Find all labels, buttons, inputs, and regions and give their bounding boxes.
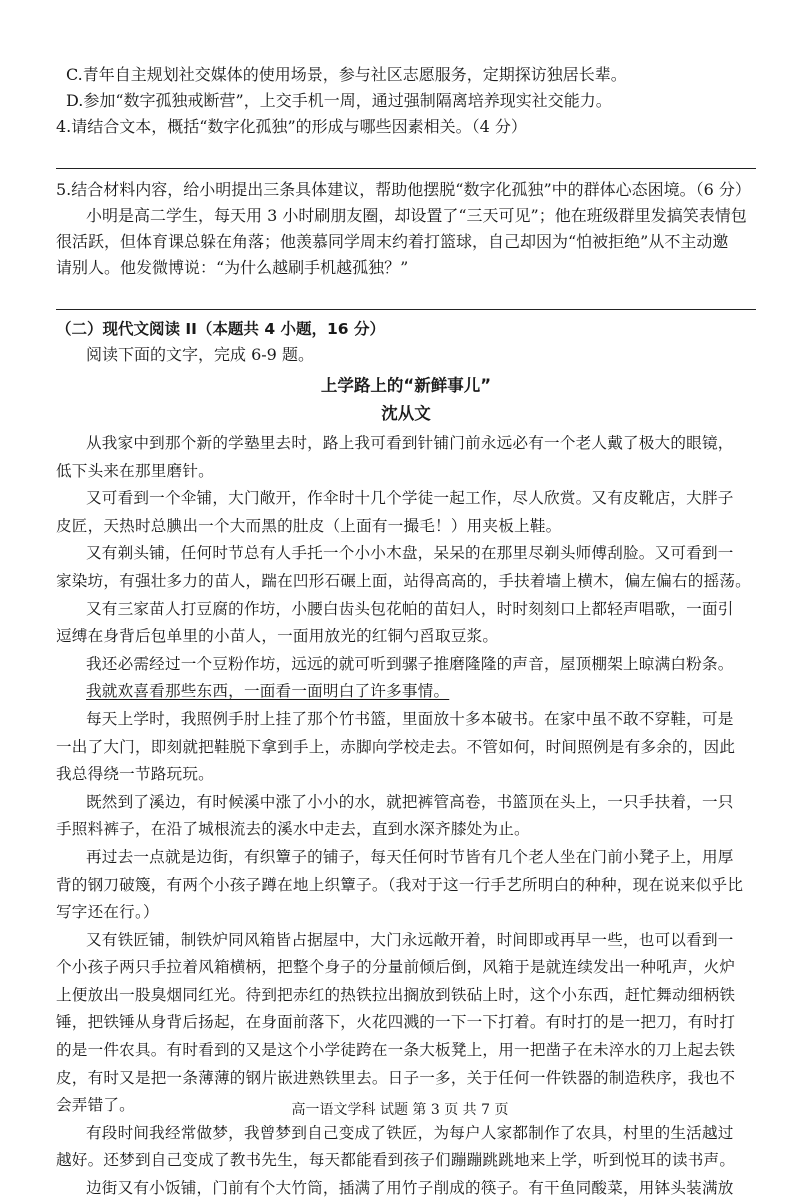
divider-line xyxy=(56,168,756,169)
option-c: C.青年自主规划社交媒体的使用场景，参与社区志愿服务，定期探访独居长辈。 xyxy=(66,65,627,84)
article-body xyxy=(56,430,756,1203)
article-line: 手照料裤子，在沿了城根流去的溪水中走去，直到水深齐膝处为止。 xyxy=(56,820,530,839)
underlined-text: 我就欢喜看那些东西，一面看一面明白了许多事情。 xyxy=(86,682,450,701)
page-footer: 高一语文学科 试题 第 3 页 共 7 页 xyxy=(291,1102,509,1118)
article-line: 边街又有小饭铺，门前有个大竹筒，插满了用竹子削成的筷子。有干鱼同酸菜，用钵头装满放 xyxy=(86,1179,734,1198)
article-line: 又有铁匠铺，制铁炉同风箱皆占据屋中，大门永远敞开着，时间即或再早一些，也可以看到一 xyxy=(86,930,734,949)
article-line: 锤，把铁锤从身背后扬起，在身面前落下，火花四溅的一下一下打着。有时打的是一把刀，有时打 xyxy=(56,1013,736,1032)
article-line: 上便放出一股臭烟同红光。待到把赤红的热铁拉出搁放到铁砧上时，这个小东西，赶忙舞动细柄铁 xyxy=(56,985,736,1004)
article-line: 又有剃头铺，任何时节总有人手托一个小小木盘，呆呆的在那里尽剃头师傅刮脸。又可看到一 xyxy=(86,544,734,563)
article-line: 的是一件农具。有时看到的又是这个小学徒跨在一条大板凳上，用一把凿子在未淬水的刀上起去铁 xyxy=(56,1041,736,1060)
article-line: 背的钢刀破篾，有两个小孩子蹲在地上织簟子。（我对于这一行手艺所明白的种种，现在说来似乎比 xyxy=(56,875,744,894)
article-line: 又可看到一个伞铺，大门敞开，作伞时十几个学徒一起工作，尽人欣赏。又有皮靴店，大胖子 xyxy=(86,489,734,508)
article-line: 越好。还梦到自己变成了教书先生，每天都能看到孩子们蹦蹦跳跳地来上学，听到悦耳的读书声。 xyxy=(56,1151,736,1170)
article-line: 有段时间我经常做梦，我曾梦到自己变成了铁匠，为每户人家都制作了农具，村里的生活越过 xyxy=(86,1123,734,1142)
question-5: 5.结合材料内容，给小明提出三条具体建议，帮助他摆脱“数字化孤独”中的群体心态困境。（6 分） xyxy=(56,180,751,199)
answer-space-q4 xyxy=(56,140,756,168)
answer-space-q5 xyxy=(56,281,756,309)
article-title: 上学路上的“新鲜事儿” xyxy=(320,376,492,395)
article-line: 我总得绕一节路玩玩。 xyxy=(56,765,214,784)
section-instruction: 阅读下面的文字，完成 6-9 题。 xyxy=(86,345,314,364)
article-line: 每天上学时，我照例手肘上挂了那个竹书篮，里面放十多本破书。在家中虽不敢不穿鞋，可是 xyxy=(86,709,734,728)
option-d: D.参加“数字孤独戒断营”，上交手机一周，通过强制隔离培养现实社交能力。 xyxy=(66,91,612,110)
article-line: 从我家中到那个新的学塾里去时，路上我可看到针铺门前永远必有一个老人戴了极大的眼镜， xyxy=(86,434,734,452)
article-line: 再过去一点就是边街，有织簟子的铺子，每天任何时节皆有几个老人坐在门前小凳子上，用厚 xyxy=(86,847,734,866)
article-line: 低下头来在那里磨针。 xyxy=(56,461,214,480)
case-text-line: 小明是高二学生，每天用 3 小时刷朋友圈，却设置了“三天可见”；他在班级群里发搞笑表情包 xyxy=(86,206,747,225)
article-line: 皮，有时又是把一条薄薄的钢片嵌进熟铁里去。日子一多，关于任何一件铁器的制造秩序，我也不 xyxy=(56,1068,736,1087)
article-line: 会弄错了。 xyxy=(56,1096,135,1115)
question-4: 4.请结合文本，概括“数字化孤独”的形成与哪些因素相关。（4 分） xyxy=(56,117,527,136)
article-line: 一出了大门，即刻就把鞋脱下拿到手上，赤脚向学校走去。不管如何，时间照例是有多余的，因此 xyxy=(56,737,736,756)
underlined-sentence xyxy=(56,678,756,706)
article-author: 沈从文 xyxy=(381,404,431,423)
case-text-line: 很活跃，但体育课总躲在角落；他羡慕同学周末约着打篮球，自己却因为“怕被拒绝”从不主动邀 xyxy=(56,232,729,251)
divider-line xyxy=(56,309,756,310)
article-line: 我还必需经过一个豆粉作坊，远远的就可听到骡子推磨隆隆的声音，屋顶棚架上晾满白粉条。 xyxy=(86,654,734,673)
article-line: 逗缚在身背后包单里的小苗人，一面用放光的红铜勺舀取豆浆。 xyxy=(56,627,499,646)
case-text-line: 请别人。他发微博说：“为什么越刷手机越孤独？” xyxy=(56,258,409,277)
article-line: 个小孩子两只手拉着风箱横柄，把整个身子的分量前倾后倒，风箱于是就连续发出一种吼声，火炉 xyxy=(56,958,736,977)
article-line: 家染坊，有强壮多力的苗人，踹在凹形石碾上面，站得高高的，手扶着墙上横木，偏左偏右的摇荡。 xyxy=(56,571,751,590)
article-line: 又有三家苗人打豆腐的作坊，小腰白齿头包花帕的苗妇人，时时刻刻口上都轻声唱歌，一面引 xyxy=(86,599,734,618)
article-line: 写字还在行。） xyxy=(56,903,159,922)
section-heading: （二）现代文阅读 II（本题共 4 小题，16 分） xyxy=(56,320,385,338)
article-line: 皮匠，天热时总腆出一个大而黑的肚皮（上面有一撮毛！）用夹板上鞋。 xyxy=(56,516,562,535)
article-line: 既然到了溪边，有时候溪中涨了小小的水，就把裤管高卷，书篮顶在头上，一只手扶着，一只 xyxy=(86,792,734,811)
